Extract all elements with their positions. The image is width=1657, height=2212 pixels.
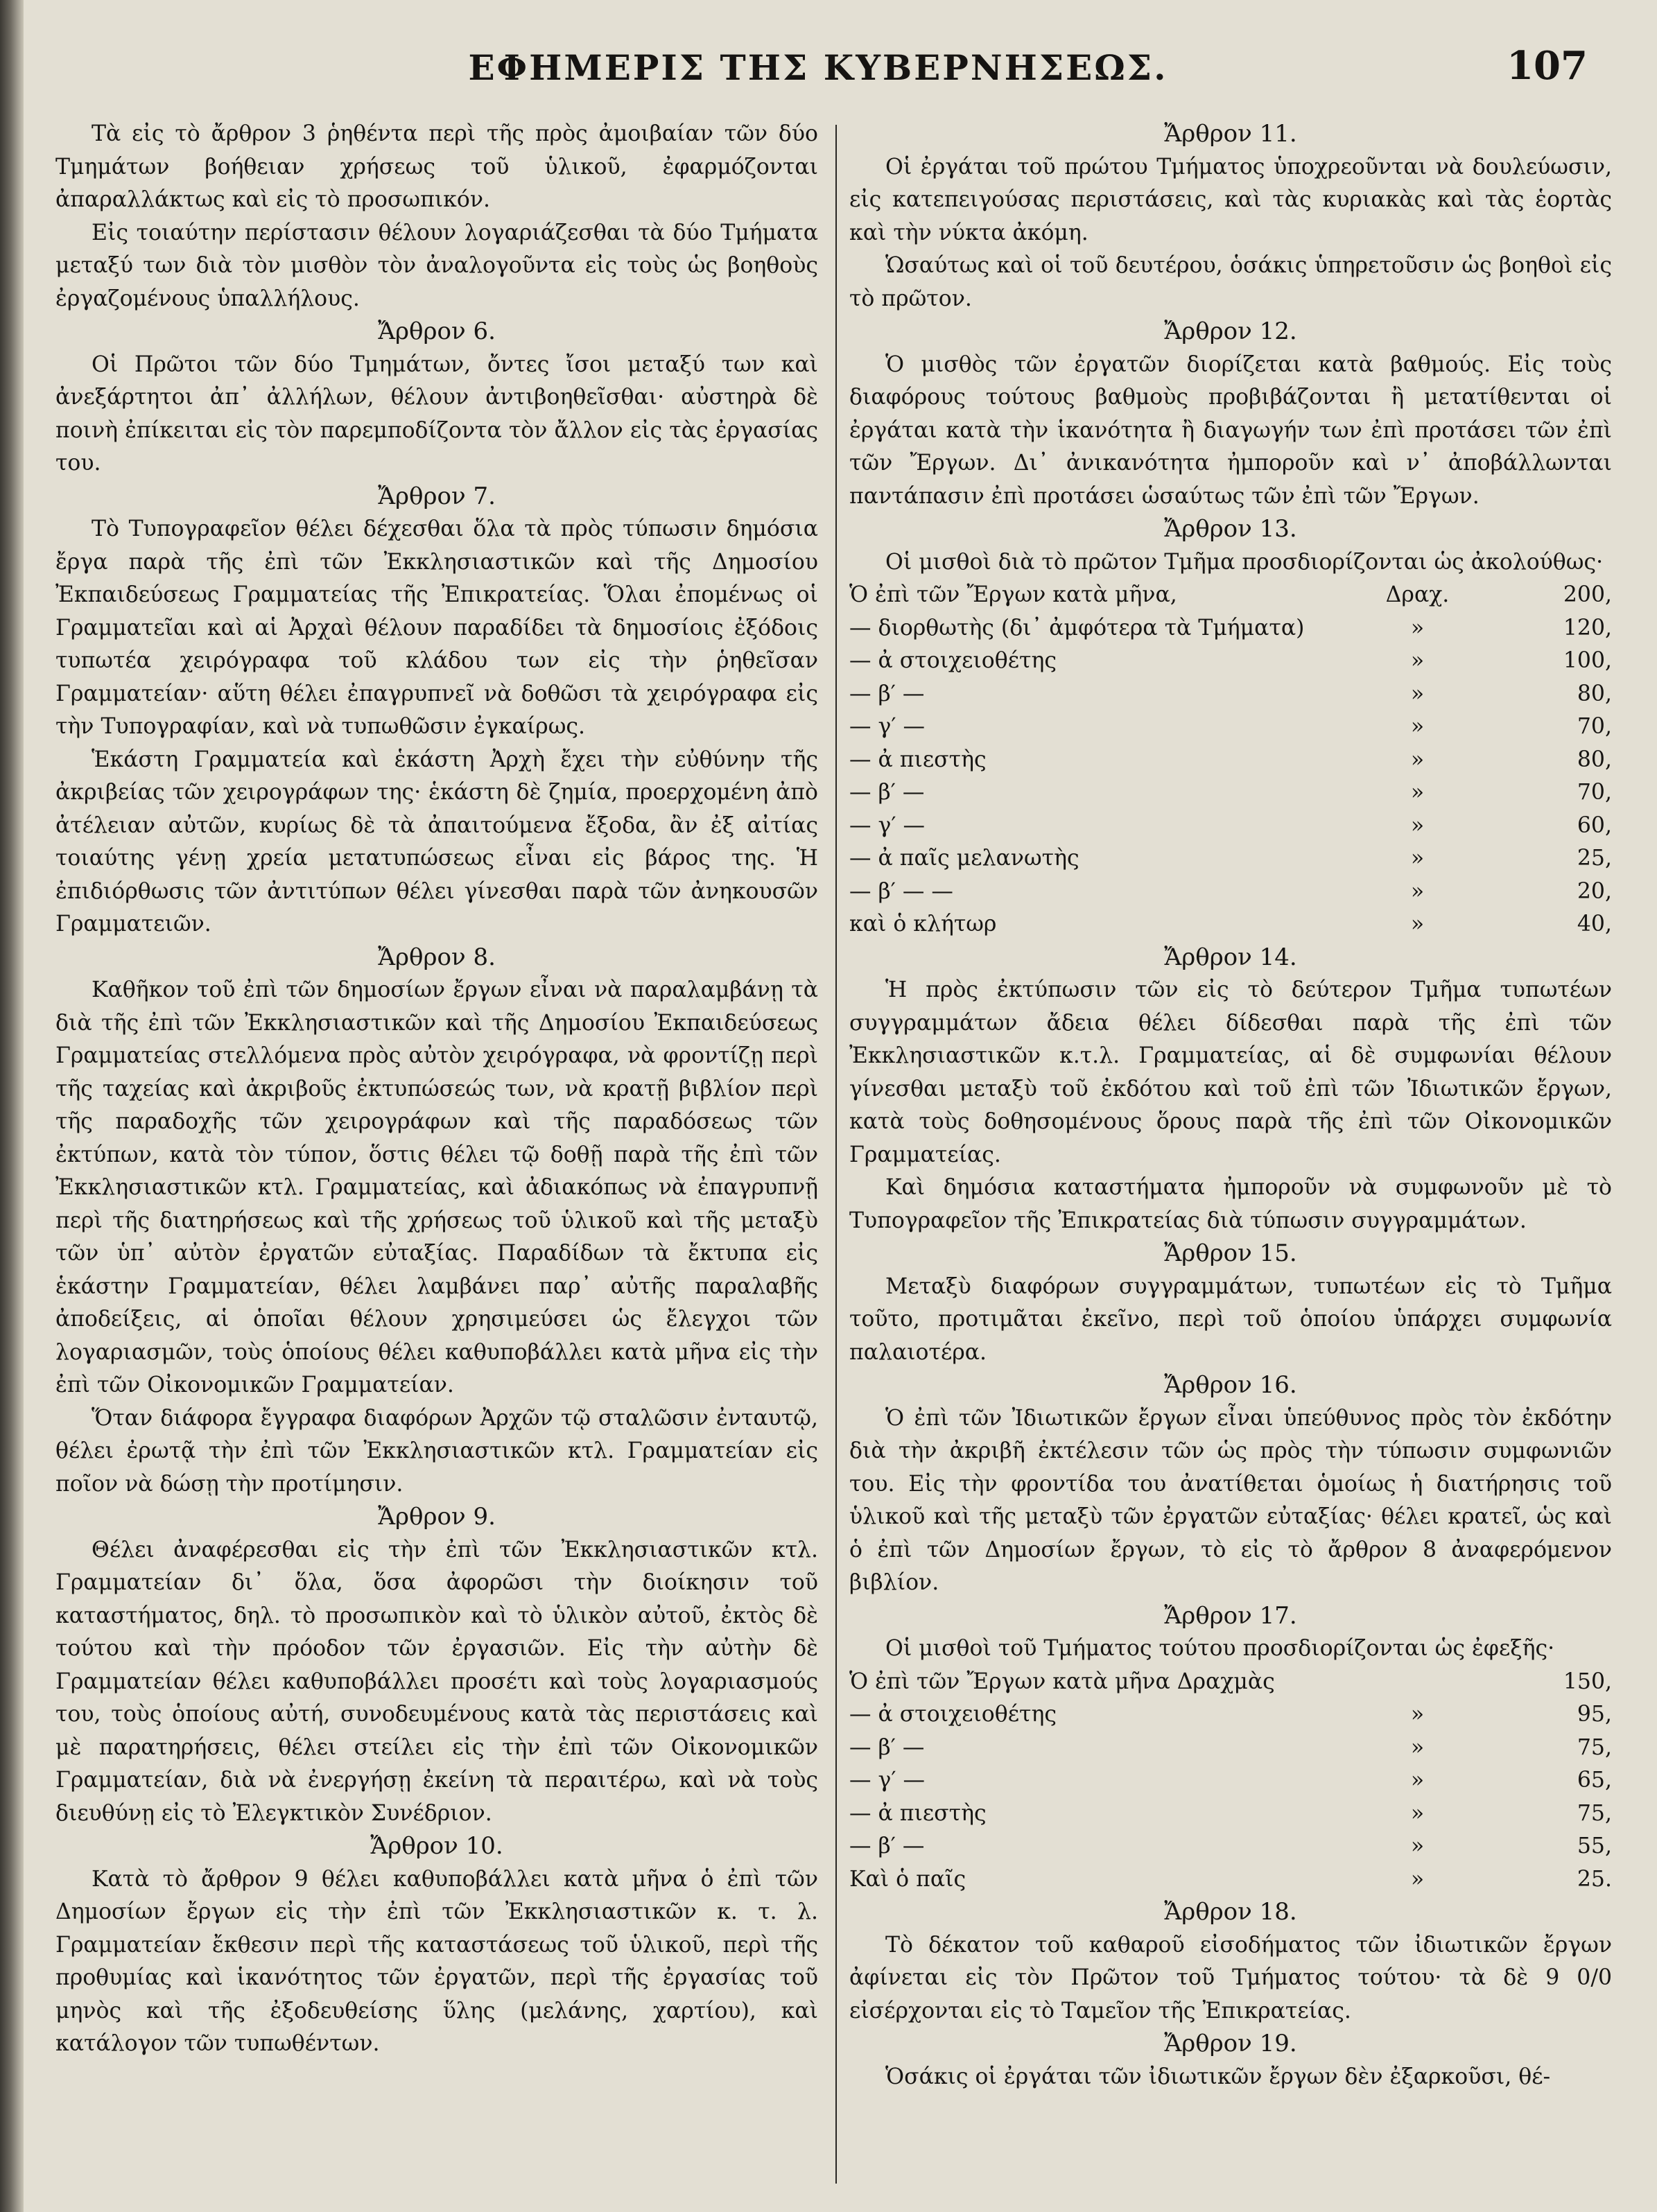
right-column xyxy=(849,118,1612,2093)
article-heading: Ἄρθρον 15. xyxy=(1164,1239,1297,1267)
paragraph: Οἱ ἐργάται τοῦ πρώτου Τμήματος ὑποχρεοῦνται νὰ δουλεύωσιν, εἰς κατεπειγούσας περιστάσεις, καὶ τὰς κυριακὰς καὶ τὰς ἑορτὰς καὶ τὴν νύκτα ἀκόμη. xyxy=(849,154,1612,245)
salary-row xyxy=(849,1764,1612,1797)
salary-amount: 55, xyxy=(1577,1834,1612,1858)
salary-mark: » xyxy=(1410,1800,1425,1826)
salary-row xyxy=(849,711,1612,744)
salary-row xyxy=(849,612,1612,645)
paragraph: Καὶ δημόσια καταστήματα ἠμποροῦν νὰ συμφωνοῦν μὲ τὸ Τυπογραφεῖον τῆς Ἐπικρατείας διὰ τύπωσιν συγγραμμάτων. xyxy=(849,1175,1612,1233)
paragraph: Τὰ εἰς τὸ ἄρθρον 3 ῥηθέντα περὶ τῆς πρὸς ἀμοιβαίαν τῶν δύο Τμημάτων βοήθειαν χρήσεως τοῦ ὑλικοῦ, ἐφαρμόζονται ἀπαραλλάκτως καὶ εἰς τὸ προσωπικόν. xyxy=(55,121,818,212)
salary-mark xyxy=(1383,1666,1452,1699)
paragraph: Θέλει ἀναφέρεσθαι εἰς τὴν ἐπὶ τῶν Ἐκκλησιαστικῶν κτλ. Γραμματείαν δι᾽ ὅλα, ὅσα ἀφορῶσι τὴν διοίκησιν τοῦ καταστήματος, δηλ. τὸ προσωπικὸν καὶ τὸ ὑλικὸν αὐτοῦ, ἐκτὸς δὲ τούτου καὶ τὴν πρόοδον τῶν ἐργασιῶν. Εἰς τὴν αὐτὴν δὲ Γραμματείαν θέλει καθυποβάλλει προσέτι καὶ τοὺς λογαριασμούς του, τοὺς ὁποίους αὐτή, συνοδευμένους κατὰ τὰς περιστάσεις καὶ μὲ παρατηρήσεις, θέλει στείλει εἰς τὴν ἐπὶ τῶν Οἰκονομικῶν Γραμματείαν, διὰ νὰ ἐνεργήσῃ ἐκείνη τὰ περαιτέρω, καὶ νὰ τοὺς διευθύνῃ εἰς τὸ Ἐλεγκτικὸν Συνέδριον. xyxy=(55,1537,818,1826)
salary-label: — γ′ — xyxy=(849,812,926,838)
paragraph: Εἰς τοιαύτην περίστασιν θέλουν λογαριάζεσθαι τὰ δύο Τμήματα μεταξύ των διὰ τὸν μισθὸν τὸν ἀναλογοῦντα εἰς τοὺς ὡς βοηθοὺς ἐργαζομένους ὑπαλλήλους. xyxy=(55,220,818,311)
salary-row xyxy=(849,1797,1612,1831)
salary-amount: 20, xyxy=(1577,878,1612,904)
salary-mark: » xyxy=(1410,747,1425,772)
salary-row xyxy=(849,1863,1612,1897)
salary-mark: » xyxy=(1410,1734,1425,1760)
salary-amount: 95, xyxy=(1577,1702,1612,1727)
paragraph: Μεταξὺ διαφόρων συγγραμμάτων, τυπωτέων εἰς τὸ Τμῆμα τοῦτο, προτιμᾶται ἐκεῖνο, περὶ τοῦ ὁποίου ὑπάρχει συμφωνία παλαιοτέρα. xyxy=(849,1273,1612,1365)
salary-label: — β′ — xyxy=(849,1734,925,1760)
paragraph: Τὸ δέκατον τοῦ καθαροῦ εἰσοδήματος τῶν ἰδιωτικῶν ἔργων ἀφίνεται εἰς τὸν Πρῶτον τοῦ Τμήματος τούτου· τὰ δὲ 9 0/0 εἰσέρχονται εἰς τὸ Ταμεῖον τῆς Ἐπικρατείας. xyxy=(849,1932,1612,2023)
salary-label: — ἀ πιεστὴς xyxy=(849,1800,987,1826)
salary-row xyxy=(849,810,1612,843)
paragraph: Ὡσαύτως καὶ οἱ τοῦ δευτέρου, ὁσάκις ὑπηρετοῦσιν ὡς βοηθοὶ εἰς τὸ πρῶτον. xyxy=(849,253,1612,311)
salary-label: — ἀ στοιχειοθέτης xyxy=(849,1702,1057,1727)
column-divider xyxy=(835,125,837,2184)
salary-amount: 150, xyxy=(1563,1669,1612,1694)
salary-amount: 70, xyxy=(1577,714,1612,739)
salary-mark: » xyxy=(1410,1768,1425,1793)
paragraph: Ὁσάκις οἱ ἐργάται τῶν ἰδιωτικῶν ἔργων δὲν ἐξαρκοῦσι, θέ- xyxy=(885,2064,1551,2089)
salary-label: — γ′ — xyxy=(849,1768,926,1793)
salary-mark: Δραχ. xyxy=(1385,582,1450,607)
article-heading: Ἄρθρον 14. xyxy=(1164,943,1297,971)
salary-label: — β′ — xyxy=(849,681,925,706)
salary-amount: 25. xyxy=(1577,1866,1612,1892)
salary-label: — β′ — xyxy=(849,780,925,805)
salary-table-second-section xyxy=(849,1666,1612,1897)
salary-label: — ἀ πιεστὴς xyxy=(849,747,987,772)
salary-mark: » xyxy=(1410,681,1425,706)
salary-row xyxy=(849,678,1612,711)
paragraph: Ἡ πρὸς ἐκτύπωσιν τῶν εἰς τὸ δεύτερον Τμῆμα τυπωτέων συγγραμμάτων ἄδεια θέλει δίδεσθαι παρὰ τῆς ἐπὶ τῶν Ἐκκλησιαστικῶν κ.τ.λ. Γραμματείας, αἱ δὲ συμφωνίαι θέλουν γίνεσθαι μεταξὺ τοῦ ἐκδότου καὶ τοῦ ἐπὶ τῶν Ἰδιωτικῶν ἔργων, κατὰ τοὺς δοθησομένους ὅρους παρὰ τῆς ἐπὶ τῶν Οἰκονομικῶν Γραμματείας. xyxy=(849,977,1612,1167)
article-heading: Ἄρθρον 12. xyxy=(1164,317,1297,345)
salary-amount: 75, xyxy=(1577,1734,1612,1760)
salary-amount: 40, xyxy=(1577,912,1612,937)
salary-label: — γ′ — xyxy=(849,714,926,739)
salary-label: — β′ — xyxy=(849,1834,925,1858)
article-heading: Ἄρθρον 10. xyxy=(370,1832,503,1860)
salary-label: — διορθωτὴς (δι᾽ ἀμφότερα τὰ Τμήματα) xyxy=(849,615,1305,641)
salary-mark: » xyxy=(1410,648,1425,673)
salary-table-first-section xyxy=(849,579,1612,941)
salary-row xyxy=(849,744,1612,777)
salary-label: Ὁ ἐπὶ τῶν Ἔργων κατὰ μῆνα, xyxy=(849,582,1177,607)
salary-mark: » xyxy=(1410,1834,1425,1858)
salary-row xyxy=(849,645,1612,678)
article-heading: Ἄρθρον 16. xyxy=(1164,1371,1297,1399)
paragraph: Οἱ μισθοὶ διὰ τὸ πρῶτον Τμῆμα προσδιορίζονται ὡς ἀκολούθως· xyxy=(885,549,1604,575)
salary-row xyxy=(849,1698,1612,1732)
salary-row xyxy=(849,842,1612,876)
book-binding-edge xyxy=(0,0,24,2212)
article-heading: Ἄρθρον 8. xyxy=(378,943,496,971)
salary-amount: 65, xyxy=(1577,1768,1612,1793)
salary-mark: » xyxy=(1410,714,1425,739)
paragraph: Κατὰ τὸ ἄρθρον 9 θέλει καθυποβάλλει κατὰ μῆνα ὁ ἐπὶ τῶν Δημοσίων ἔργων εἰς τὴν ἐπὶ τῶν Ἐκκλησιαστικῶν κ. τ. λ. Γραμματείαν ἔκθεσιν περὶ τῆς καταστάσεως τοῦ ὑλικοῦ, περὶ τῆς προθυμίας καὶ ἱκανότητος τῶν ἐργατῶν, περὶ τῆς ἐργασίας τοῦ μηνὸς καὶ τῆς ἐξοδευθείσης ὕλης (μελάνης, χαρτίου), καὶ κατάλογον τῶν τυπωθέντων. xyxy=(55,1866,818,2056)
salary-label: Ὁ ἐπὶ τῶν Ἔργων κατὰ μῆνα Δραχμὰς xyxy=(849,1669,1275,1694)
salary-row xyxy=(849,1732,1612,1765)
salary-amount: 60, xyxy=(1577,812,1612,838)
salary-label: — ἀ παῖς μελανωτὴς xyxy=(849,846,1079,871)
salary-row xyxy=(849,876,1612,909)
article-heading: Ἄρθρον 18. xyxy=(1164,1898,1297,1926)
salary-label: Καὶ ὁ παῖς xyxy=(849,1866,966,1892)
page-number: 107 xyxy=(1507,43,1588,89)
salary-amount: 80, xyxy=(1577,747,1612,772)
salary-amount: 70, xyxy=(1577,780,1612,805)
salary-mark: » xyxy=(1410,846,1425,871)
salary-row xyxy=(849,1666,1612,1699)
salary-amount: 75, xyxy=(1577,1800,1612,1826)
salary-row xyxy=(849,776,1612,810)
paragraph: Ὅταν διάφορα ἔγγραφα διαφόρων Ἀρχῶν τῷ σταλῶσιν ἐνταυτῷ, θέλει ἐρωτᾷ τὴν ἐπὶ τῶν Ἐκκλησιαστικῶν κτλ. Γραμματείαν εἰς ποῖον νὰ δώσῃ τὴν προτίμησιν. xyxy=(55,1405,818,1497)
salary-amount: 200, xyxy=(1563,582,1612,607)
article-heading: Ἄρθρον 17. xyxy=(1164,1601,1297,1630)
paragraph: Ὁ ἐπὶ τῶν Ἰδιωτικῶν ἔργων εἶναι ὑπεύθυνος πρὸς τὸν ἐκδότην διὰ τὴν ἀκριβῆ ἐκτέλεσιν τῶν ὡς πρὸς τὴν τύπωσιν συμφωνιῶν του. Εἰς τὴν φροντίδα του ἀνατίθεται ὁμοίως ἡ διατήρησις τοῦ ὑλικοῦ καὶ τῆς μεταξὺ τῶν ἐργατῶν εὐταξίας· θέλει κρατεῖ, ὡς καὶ ὁ ἐπὶ τῶν Δημοσίων ἔργων, τὸ εἰς τὸ ἄρθρον 8 ἀναφερόμενον βιβλίον. xyxy=(849,1405,1612,1595)
paragraph: Οἱ μισθοὶ τοῦ Τμήματος τούτου προσδιορίζονται ὡς ἐφεξῆς· xyxy=(885,1636,1555,1661)
salary-mark: » xyxy=(1410,780,1425,805)
paragraph: Οἱ Πρῶτοι τῶν δύο Τμημάτων, ὄντες ἴσοι μεταξύ των καὶ ἀνεξάρτητοι ἀπ᾽ ἀλλήλων, θέλουν ἀντιβοηθεῖσθαι· αὐστηρὰ δὲ ποινὴ ἐπίκειται εἰς τὸν παρεμποδίζοντα τὸν ἄλλον εἰς τὰς ἐργασίας του. xyxy=(55,351,818,476)
article-heading: Ἄρθρον 11. xyxy=(1164,120,1297,148)
salary-row xyxy=(849,1830,1612,1863)
salary-amount: 120, xyxy=(1563,615,1612,641)
salary-amount: 100, xyxy=(1563,648,1612,673)
article-heading: Ἄρθρον 19. xyxy=(1164,2030,1297,2057)
salary-mark: » xyxy=(1410,615,1425,641)
article-heading: Ἄρθρον 7. xyxy=(378,482,496,510)
salary-amount: 25, xyxy=(1577,846,1612,871)
paragraph: Καθῆκον τοῦ ἐπὶ τῶν δημοσίων ἔργων εἶναι νὰ παραλαμβάνῃ τὰ διὰ τῆς ἐπὶ τῶν Ἐκκλησιαστικῶν καὶ τῆς Δημοσίου Ἐκπαιδεύσεως Γραμματείας στελλόμενα πρὸς αὐτὸν χειρόγραφα, νὰ φροντίζῃ περὶ τῆς ταχείας καὶ ἀκριβοῦς ἐκτυπώσεώς των, νὰ κρατῇ βιβλίον περὶ τῆς παραδοχῆς τῶν χειρογράφων καὶ τῆς παραδόσεως τῶν ἐκτύπων, κατὰ τὸν τύπον, ὅστις θέλει τῷ δοθῇ παρὰ τῆς ἐπὶ τῶν Ἐκκλησιαστικῶν κτλ. Γραμματείας, καὶ ἀδιακόπως νὰ ἐπαγρυπνῇ περὶ τῆς διατηρήσεως καὶ τῆς χρήσεως τοῦ ὑλικοῦ καὶ τῆς μεταξὺ τῶν ὑπ᾽ αὐτὸν ἐργατῶν εὐταξίας. Παραδίδων τὰ ἔκτυπα εἰς ἑκάστην Γραμματείαν, θέλει λαμβάνει παρ᾽ αὐτῆς παραλαβῆς ἀποδείξεις, αἱ ὁποῖαι θέλουν χρησιμεύσει ὡς ἔλεγχοι τῶν λογαριασμῶν, τοὺς ὁποίους θέλει καθυποβάλλει κατὰ μῆνα εἰς τὴν ἐπὶ τῶν Οἰκονομικῶν Γραμματείαν. xyxy=(55,977,818,1397)
paragraph: Ἑκάστη Γραμματεία καὶ ἑκάστη Ἀρχὴ ἔχει τὴν εὐθύνην τῆς ἀκριβείας τῶν χειρογράφων της· ἑκάστη δὲ ζημία, προερχομένη ἀπὸ ἀτέλειαν αὐτῶν, κυρίως δὲ τὰ ἀπαιτούμενα ἔξοδα, ἂν ἐξ αἰτίας τοιαύτης γένῃ χρεία μετατυπώσεως εἶναι εἰς βάρος της. Ἡ ἐπιδιόρθωσις τῶν ἀντιτύπων θέλει γίνεσθαι παρὰ τῶν ἀνηκουσῶν Γραμματειῶν. xyxy=(55,747,818,937)
article-heading: Ἄρθρον 9. xyxy=(378,1503,496,1531)
salary-mark: » xyxy=(1410,812,1425,838)
article-heading: Ἄρθρον 6. xyxy=(378,317,496,345)
salary-row xyxy=(849,579,1612,612)
salary-label: — β′ — — xyxy=(849,878,953,904)
salary-mark: » xyxy=(1410,878,1425,904)
paragraph: Ὁ μισθὸς τῶν ἐργατῶν διορίζεται κατὰ βαθμούς. Εἰς τοὺς διαφόρους τούτους βαθμοὺς προβιβάζονται ἢ μετατίθενται οἱ ἐργάται κατὰ τὴν ἱκανότητα ἢ διαγωγήν των ἐπὶ προτάσει τῶν ἐπὶ τῶν Ἔργων. Δι᾽ ἀνικανότητα ἠμποροῦν καὶ ν᾽ ἀποβάλλωνται παντάπασιν ἐπὶ προτάσει ὡσαύτως τῶν ἐπὶ τῶν Ἔργων. xyxy=(849,351,1612,509)
salary-mark: » xyxy=(1410,912,1425,937)
paragraph: Τὸ Τυπογραφεῖον θέλει δέχεσθαι ὅλα τὰ πρὸς τύπωσιν δημόσια ἔργα παρὰ τῆς ἐπὶ τῶν Ἐκκλησιαστικῶν καὶ τῆς Δημοσίου Ἐκπαιδεύσεως Γραμματείας τῆς Ἐπικρατείας. Ὅλαι ἐπομένως οἱ Γραμματεῖαι καὶ αἱ Ἀρχαὶ θέλουν παραδίδει τὰ δημοσίοις ἐξόδοις τυπωτέα χειρόγραφα τοῦ κλάδου των εἰς τὴν ῥηθεῖσαν Γραμματείαν· αὕτη θέλει ἐπαγρυπνεῖ νὰ δοθῶσι τὰ χειρόγραφα εἰς τὴν Τυπογραφίαν, καὶ νὰ τυπωθῶσιν ἐγκαίρως. xyxy=(55,516,818,739)
salary-mark: » xyxy=(1410,1866,1425,1892)
salary-label: καὶ ὁ κλήτωρ xyxy=(849,912,997,937)
salary-amount: 80, xyxy=(1577,681,1612,706)
page-header xyxy=(49,42,1588,97)
salary-mark: » xyxy=(1410,1702,1425,1727)
salary-row xyxy=(849,908,1612,941)
running-title: ΕΦΗΜΕΡΙΣ ΤΗΣ ΚΥΒΕΡΝΗΣΕΩΣ. xyxy=(468,47,1168,88)
article-heading: Ἄρθρον 13. xyxy=(1164,515,1297,543)
left-column xyxy=(55,118,818,2061)
gazette-page xyxy=(49,42,1612,2184)
salary-label: — ἀ στοιχειοθέτης xyxy=(849,648,1057,673)
